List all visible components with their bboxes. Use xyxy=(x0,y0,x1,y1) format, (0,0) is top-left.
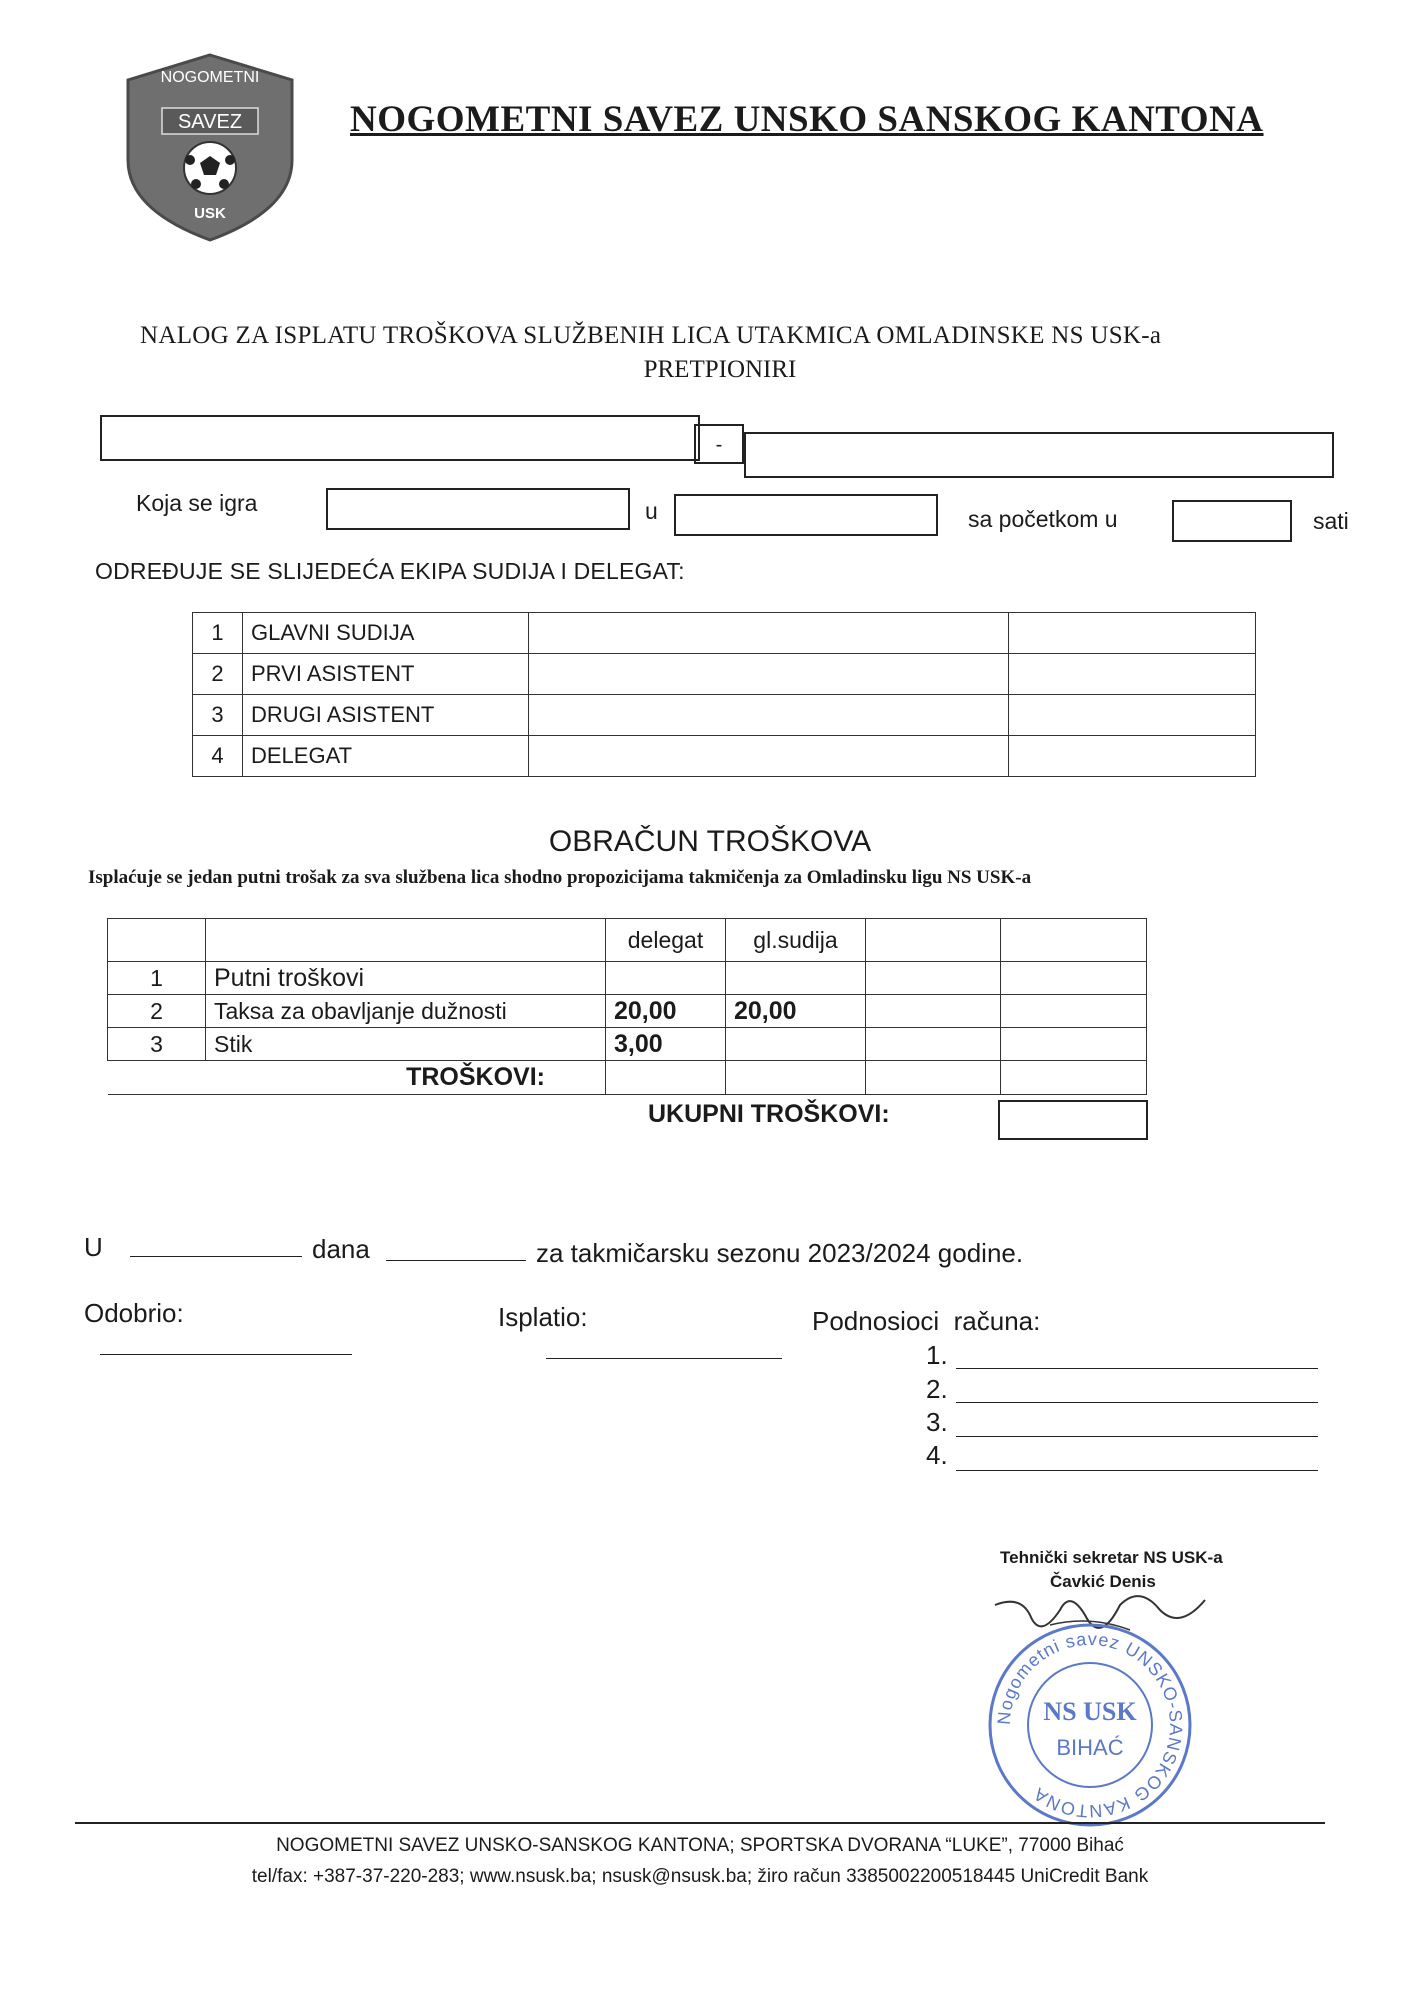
official-role: DRUGI ASISTENT xyxy=(243,695,529,736)
costs-heading: OBRAČUN TROŠKOVA xyxy=(548,825,872,858)
order-title: NALOG ZA ISPLATU TROŠKOVA SLUŽBENIH LICA UTAKMICA OMLADINSKE NS USK-a xyxy=(140,322,1162,349)
match-separator-box xyxy=(694,424,744,464)
cost-sudija[interactable] xyxy=(726,1028,866,1061)
footer-address: NOGOMETNI SAVEZ UNSKO-SANSKOG KANTONA; SPORTSKA DVORANA “LUKE”, 77000 Bihać xyxy=(276,1835,1124,1856)
paid-label: Isplatio: xyxy=(498,1302,588,1332)
place-blank[interactable] xyxy=(130,1256,302,1257)
stamp-center-bottom: BIHAĆ xyxy=(1056,1735,1124,1760)
played-label: Koja se igra xyxy=(136,490,258,516)
total-field[interactable] xyxy=(998,1100,1148,1140)
date-u-label: U xyxy=(84,1232,103,1262)
subtotal-delegat[interactable] xyxy=(606,1061,726,1095)
col-header-sudija: gl.sudija xyxy=(726,919,866,962)
table-row xyxy=(193,695,1256,736)
official-extra-field[interactable] xyxy=(1009,695,1256,736)
date-dana-label: dana xyxy=(312,1234,370,1264)
submitter-line-1[interactable] xyxy=(956,1368,1318,1369)
cost-sudija[interactable]: 20,00 xyxy=(726,995,866,1028)
official-role: PRVI ASISTENT xyxy=(243,654,529,695)
date-blank[interactable] xyxy=(386,1260,526,1261)
official-name-field[interactable] xyxy=(529,695,1009,736)
start-label: sa početkom u xyxy=(968,506,1118,532)
cost-delegat[interactable]: 20,00 xyxy=(606,995,726,1028)
hours-label: sati xyxy=(1313,508,1349,534)
cost-label: Taksa za obavljanje dužnosti xyxy=(206,995,606,1028)
submitter-number: 1. xyxy=(926,1340,948,1370)
subtotal-sudija[interactable] xyxy=(726,1061,866,1095)
officials-table xyxy=(192,612,1256,777)
page-title: NOGOMETNI SAVEZ UNSKO SANSKOG KANTONA xyxy=(350,99,1264,140)
subtotal-label: TROŠKOVI: xyxy=(108,1061,606,1095)
table-row xyxy=(193,654,1256,695)
approved-label: Odobrio: xyxy=(84,1298,184,1328)
in-label: u xyxy=(645,498,658,524)
submitter-line-2[interactable] xyxy=(956,1402,1318,1403)
official-extra-field[interactable] xyxy=(1009,736,1256,777)
logo-text-top: NOGOMETNI xyxy=(160,69,260,86)
official-num: 3 xyxy=(193,695,243,736)
submitters-label: Podnosioci računa: xyxy=(812,1306,1041,1336)
cost-delegat[interactable]: 3,00 xyxy=(606,1028,726,1061)
order-subtitle: PRETPIONIRI xyxy=(643,356,797,383)
match-separator: - xyxy=(715,434,723,456)
table-row xyxy=(108,1028,1147,1061)
submitter-number: 4. xyxy=(926,1440,948,1470)
submitter-line-4[interactable] xyxy=(956,1470,1318,1471)
away-team-field[interactable] xyxy=(744,432,1334,478)
official-extra-field[interactable] xyxy=(1009,613,1256,654)
date-field[interactable] xyxy=(326,488,630,530)
costs-note: Isplaćuje se jedan putni trošak za sva službena lica shodno propozicijama takmičenja za Omladinsku ligu NS USK-a xyxy=(88,867,1032,888)
official-name-field[interactable] xyxy=(529,613,1009,654)
cost-label: Stik xyxy=(206,1028,606,1061)
cost-delegat[interactable] xyxy=(606,962,726,995)
total-label: UKUPNI TROŠKOVI: xyxy=(648,1100,890,1128)
official-name-field[interactable] xyxy=(529,654,1009,695)
table-row xyxy=(108,962,1147,995)
cost-num: 1 xyxy=(108,962,206,995)
cost-num: 2 xyxy=(108,995,206,1028)
secretary-title: Tehnički sekretar NS USK-a xyxy=(1000,1548,1223,1567)
cost-label: Putni troškovi xyxy=(206,962,606,995)
official-role: DELEGAT xyxy=(243,736,529,777)
venue-field[interactable] xyxy=(674,494,938,536)
official-num: 2 xyxy=(193,654,243,695)
footer-divider xyxy=(75,1822,1325,1824)
table-row xyxy=(108,919,1147,962)
table-row xyxy=(108,995,1147,1028)
approved-signature-line[interactable] xyxy=(100,1354,352,1355)
official-name-field[interactable] xyxy=(529,736,1009,777)
cost-num: 3 xyxy=(108,1028,206,1061)
subtotal-row xyxy=(108,1061,1147,1095)
col-header-delegat: delegat xyxy=(606,919,726,962)
official-extra-field[interactable] xyxy=(1009,654,1256,695)
costs-table xyxy=(107,918,1147,1095)
stamp-center-top: NS USK xyxy=(1043,1697,1137,1726)
paid-signature-line[interactable] xyxy=(546,1358,782,1359)
official-num: 1 xyxy=(193,613,243,654)
official-num: 4 xyxy=(193,736,243,777)
cost-sudija[interactable] xyxy=(726,962,866,995)
federation-logo xyxy=(120,50,300,245)
official-stamp xyxy=(985,1620,1195,1830)
season-text: za takmičarsku sezonu 2023/2024 godine. xyxy=(536,1238,1024,1268)
submitter-number: 3. xyxy=(926,1407,948,1437)
logo-text-middle: SAVEZ xyxy=(177,111,243,133)
table-row xyxy=(193,613,1256,654)
stamp-ring-text: Nogometni savez UNSKO-SANSKOG KANTONA xyxy=(993,1628,1187,1822)
submitter-number: 2. xyxy=(926,1374,948,1404)
secretary-name: Čavkić Denis xyxy=(1050,1572,1156,1591)
submitter-line-3[interactable] xyxy=(956,1436,1318,1437)
officials-heading: ODREĐUJE SE SLIJEDEĆA EKIPA SUDIJA I DELEGAT: xyxy=(95,558,685,584)
table-row xyxy=(193,736,1256,777)
home-team-field[interactable] xyxy=(100,415,700,461)
footer-contact: tel/fax: +387-37-220-283; www.nsusk.ba; nsusk@nsusk.ba; žiro račun 3385002200518445 UniCredit Bank xyxy=(251,1866,1149,1887)
official-role: GLAVNI SUDIJA xyxy=(243,613,529,654)
start-time-field[interactable] xyxy=(1172,500,1292,542)
logo-text-bottom: USK xyxy=(194,205,226,222)
